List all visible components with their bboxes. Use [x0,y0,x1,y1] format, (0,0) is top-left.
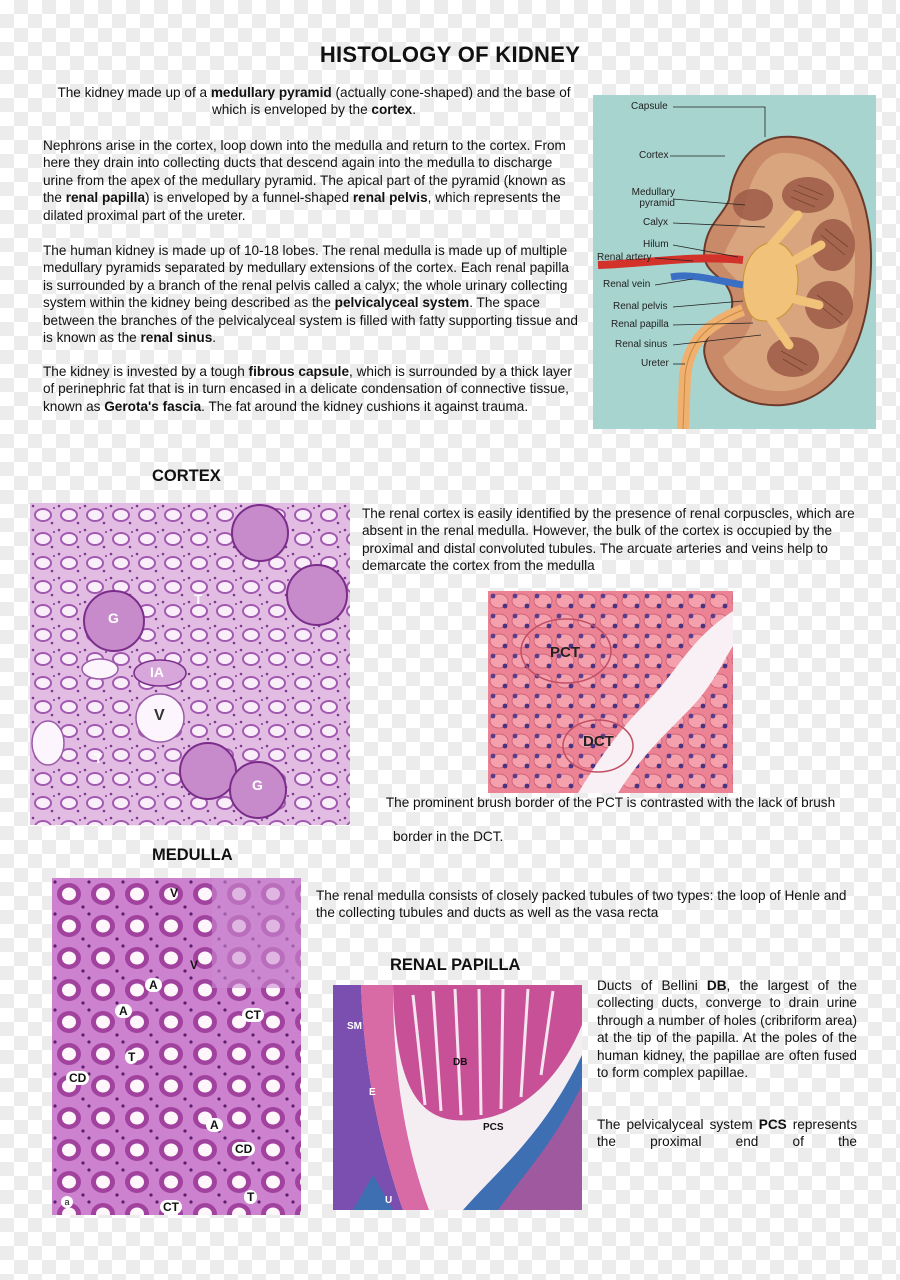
medulla-label-a-2: A [115,1004,132,1018]
intro-p3-bold-2: renal sinus [140,330,213,346]
medulla-heading: MEDULLA [152,846,233,864]
intro-p2-bold-1: renal papilla [65,190,146,206]
cortex-label-g-2: G [252,777,263,793]
medulla-description: The renal medulla consists of closely packed tubules of two types: the loop of Henle and the collecting tubules and ducts as well as the vasa recta [316,888,847,921]
diagram-label-cortex: Cortex [639,150,669,161]
intro-p4-bold-1: fibrous capsule [248,364,350,379]
intro-p4-text-1: The kidney is invested by a tough [43,364,249,379]
intro-p2-text-3: , which represents the dilated proximal part of the ureter. [43,190,561,223]
cortex-label-t-2: T [94,750,103,766]
papilla-label-db: DB [453,1057,468,1068]
diagram-label-calyx: Calyx [643,217,669,228]
medulla-panel-letter: a [61,1196,73,1208]
diagram-label-renal-artery: Renal artery [597,252,652,263]
papilla-label-pcs: PCS [483,1122,504,1133]
papilla-description-2 [597,1116,857,1151]
cortex-label-v: V [154,707,165,724]
intro-p2-bold-2: renal pelvis [352,190,428,206]
papilla-description-1 [597,977,857,1081]
page-title: HISTOLOGY OF KIDNEY [319,42,581,67]
intro-p3-text-3: . [212,330,217,346]
dct-label: DCT [583,733,614,750]
pct-caption-line-2: border in the DCT. [393,829,504,844]
papilla-p2-text-1: The pelvicalyceal system [597,1117,759,1132]
intro-paragraph-2 [43,137,578,224]
kidney-anatomy-diagram [593,95,876,429]
cortex-label-t-1: T [194,591,203,607]
papilla-p1-text-2: , the largest of the collecting ducts, converge to drain urine through a number of holes (cribriform area) at the tip of the papilla. At the poles of the human kidney, the papillae are often fused to form complex papillae. [597,978,857,1081]
pct-dct-micrograph [488,591,733,793]
papilla-label-sm: SM [347,1021,362,1032]
intro-p2-text-1: Nephrons arise in the cortex, loop down into the medulla and return to the cortex. From here they drain into collecting ducts that descend again into the medulla to discharge urine from the apex of the medullary pyramid. The apical part of the pyramid (known as the [43,138,566,206]
intro-p2-text-2: ) is enveloped by a funnel-shaped [145,190,353,206]
intro-p1-text-1: The kidney made up of a [57,85,211,100]
intro-p3-text-2: . The space between the branches of the pelvicalyceal system is filled with fatty supporting tissue and is known as the [43,295,578,346]
papilla-label-e: E [369,1087,376,1098]
medulla-label-ct-2: CT [160,1200,182,1214]
cortex-label-ia: IA [150,664,164,680]
intro-p4-text-3: . The fat around the kidney cushions it against trauma. [201,398,529,414]
cortex-heading: CORTEX [152,467,221,485]
papilla-p2-bold-1: PCS [758,1117,787,1132]
papilla-label-u: U [385,1195,393,1206]
papilla-heading: RENAL PAPILLA [390,956,521,974]
intro-p4-bold-2: Gerota's fascia [104,398,202,414]
intro-p1-text-2: (actually cone-shaped) and the base of which is enveloped by the [211,85,571,118]
diagram-label-medullary-pyramid: Medullary pyramid [631,187,675,209]
cortex-label-g-1: G [108,610,119,626]
cortex-micrograph [30,503,350,825]
intro-p3-text-1: The human kidney is made up of 10-18 lobes. The renal medulla is made up of multiple medullary pyramids separated by medullary extensions of the cortex. Each renal papilla is surrounded by a branch of the renal pelvis called a calyx; the whole urinary collecting system within the kidney being described as the [43,243,569,311]
intro-p1-bold-1: medullary pyramid [210,85,332,100]
diagram-label-capsule: Capsule [631,101,668,112]
medulla-label-t-1: T [125,1050,138,1064]
cortex-description: The renal cortex is easily identified by the presence of renal corpuscles, which are absent in the renal medulla. However, the bulk of the cortex is occupied by the proximal and distal convoluted tubules. The arcuate arteries and veins help to demarcate the cortex from the medulla [362,506,855,574]
pct-caption-line-1: The prominent brush border of the PCT is contrasted with the lack of brush [385,795,836,810]
diagram-label-renal-vein: Renal vein [603,279,651,290]
intro-p1-bold-2: cortex [371,102,413,118]
medulla-label-a-3: A [206,1118,223,1132]
intro-paragraph-4 [43,363,581,415]
cortex-label-g-3 [265,766,266,767]
medulla-label-cd-2: CD [232,1142,255,1156]
medulla-label-v-2: V [190,958,199,972]
intro-paragraph-3 [43,242,578,346]
papilla-p1-bold-1: DB [706,978,727,993]
diagram-label-renal-pelvis: Renal pelvis [613,301,668,312]
diagram-label-renal-sinus: Renal sinus [615,339,668,350]
medulla-label-cd-1: CD [66,1071,89,1085]
diagram-label-ureter: Ureter [641,358,669,369]
papilla-p1-text-1: Ducts of Bellini [597,978,707,993]
medulla-micrograph [52,878,301,1215]
medulla-label-ct-1: CT [242,1008,264,1022]
diagram-label-hilum: Hilum [643,239,669,250]
intro-paragraph-1 [44,84,584,119]
medulla-label-v-1: V [170,886,179,900]
medulla-label-t-2: T [244,1190,257,1204]
intro-p3-bold-1: pelvicalyceal system [334,295,470,311]
papilla-p2-text-2: represents the proximal end of the [597,1117,857,1150]
intro-p4-text-2: , which is surrounded by a thick layer of perinephric fat that is in turn encased in a delicate condensation of connective tissue, known as [43,364,572,414]
intro-p1-text-3: . [412,102,417,118]
medulla-label-a-1: A [145,978,162,992]
papilla-micrograph [333,985,582,1210]
pct-label: PCT [550,644,580,661]
diagram-label-renal-papilla: Renal papilla [611,319,669,330]
